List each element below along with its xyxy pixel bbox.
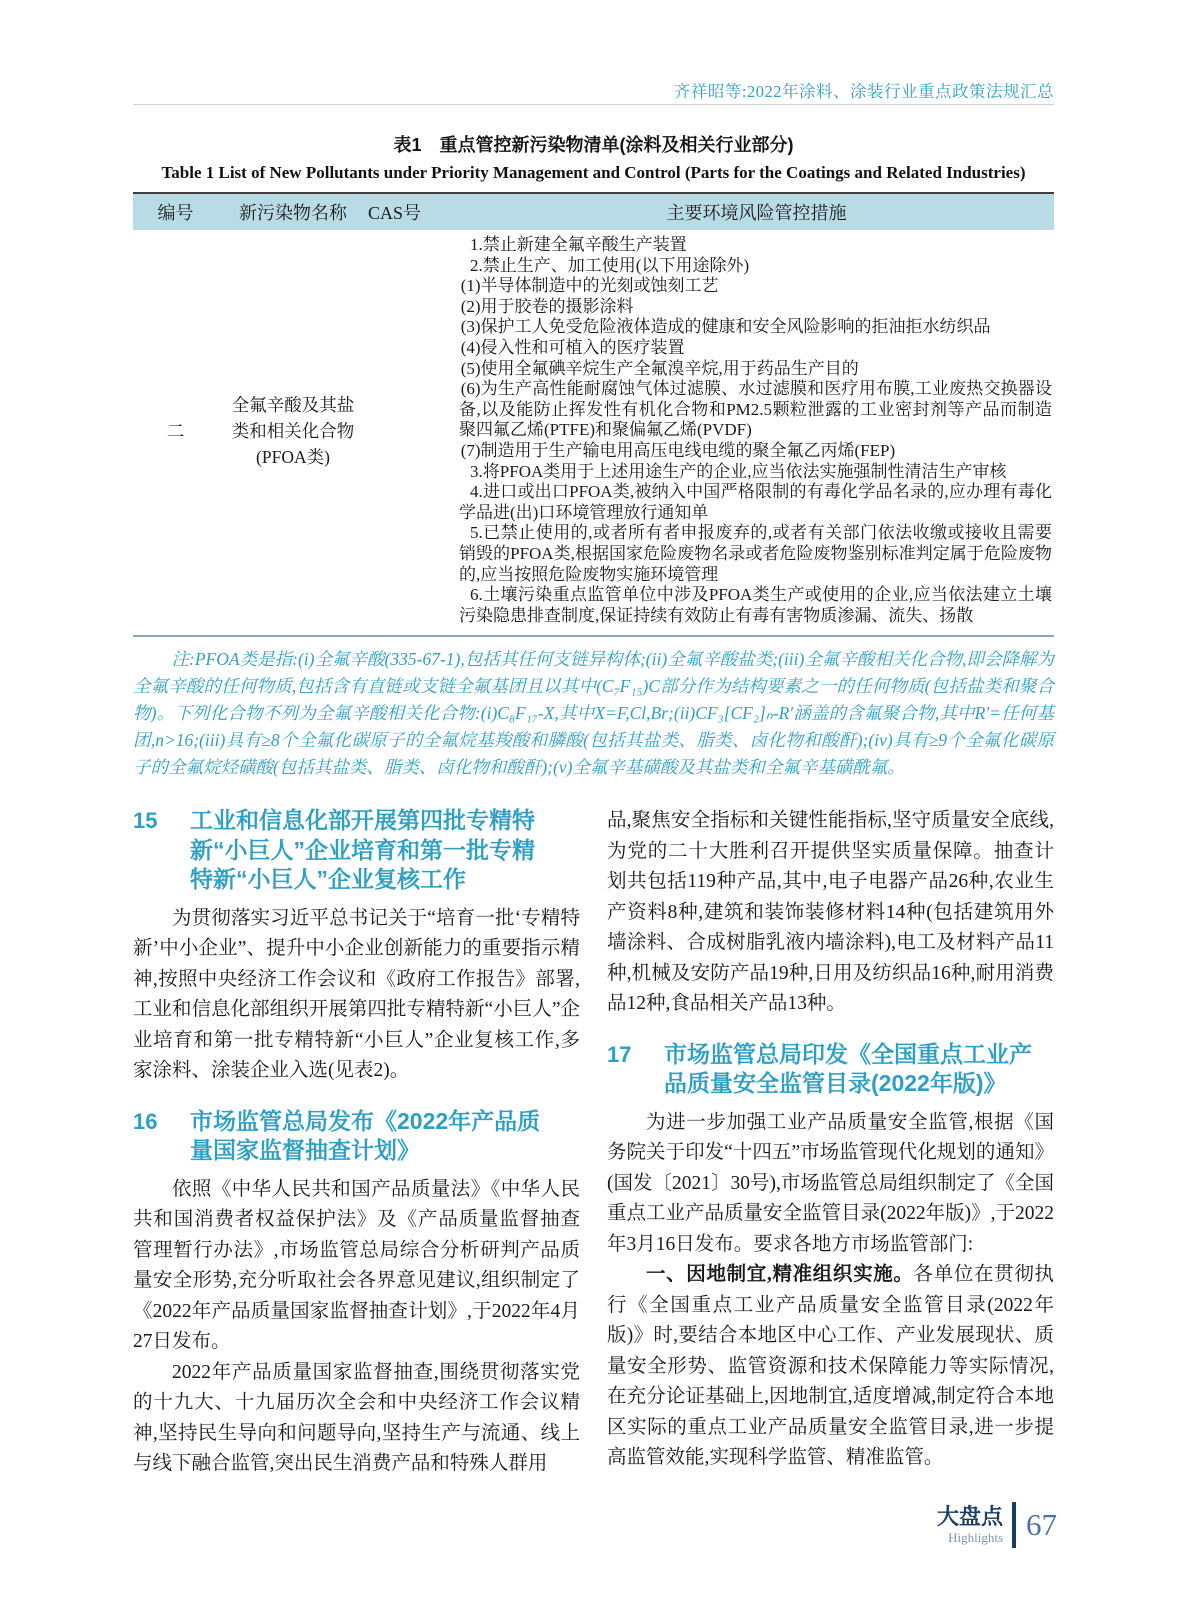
section-title-line: 工业和信息化部开展第四批专精特 xyxy=(190,807,535,833)
measure-item: (4)侵入性和可植入的医疗装置 xyxy=(460,337,685,357)
measure-item: (6)为生产高性能耐腐蚀气体过滤膜、水过滤膜和医疗用布膜,工业废热交换器设备,以及能防止挥发性有机化合物和PM2.5颗粒泄露的工业密封剂等产品而制造聚四氟乙烯(PTFE)和聚偏氟乙烯(PVDF) xyxy=(459,379,1052,440)
table-1-block xyxy=(133,131,1054,781)
pollutants-table xyxy=(133,192,1054,637)
measure-item: (1)半导体制造中的光刻或蚀刻工艺 xyxy=(460,276,719,296)
table-note: 注:PFOA类是指:(i)全氟辛酸(335-67-1),包括其任何支链异构体;(ii)全氟辛酸盐类;(iii)全氟辛酸相关化合物,即会降解为全氟辛酸的任何物质,包括含有直链或支链全氟基团且以其中(C₇F₁₅)C部分作为结构要素之一的任何物质(包括盐类和聚合物)。下列化合物不列为全氟辛酸相关化合物:(i)C₈F₁₇-X,其中X=F,Cl,Br;(ii)CF₃[CF₂]ₙ-R′涵盖的含氟聚合物,其中R′=任何基团,n>16;(iii)具有≥8个全氟化碳原子的全氟烷基羧酸和膦酸(包括其盐类、脂类、卤化物和酸酐);(iv)具有≥9个全氟化碳原子的全氟烷烃磺酸(包括其盐类、脂类、卤化物和酸酐);(v)全氟辛基磺酸及其盐类和全氟辛基磺酰氟。 xyxy=(133,649,1054,778)
header-rule xyxy=(133,104,1054,105)
paragraph-text: 各单位在贯彻执行《全国重点工业产品质量安全监管目录(2022年版)》时,要结合本地区中心工作、产业发展现状、质量安全形势、监管资源和技术保障能力等实际情况,在充分论证基础上,因地制宜,适度增减,制定符合本地区实际的重点工业产品质量安全监管目录,进一步提高监管效能,实现科学监管、精准监管。 xyxy=(607,1264,1054,1468)
page-number: 67 xyxy=(1026,1507,1057,1542)
section-title-line: 品质量安全监管目录(2022年版)》 xyxy=(664,1070,1007,1096)
section-title-line: 特新“小巨人”企业复核工作 xyxy=(190,866,466,892)
measure-item: (3)保护工人免受危险液体造成的健康和安全风险影响的拒油拒水纺织品 xyxy=(460,317,991,337)
section-16-paragraph-2-left: 2022年产品质量国家监督抽查,围绕贯彻落实党的十九大、十九届历次全会和中央经济工作会议精神,坚持民生导向和问题导向,坚持生产与流通、线上与线下融合监管,突出民生消费产品和特殊人群用 xyxy=(133,1361,580,1474)
table-header-row xyxy=(133,194,1054,230)
footer-section-cn: 大盘点 xyxy=(936,1503,1003,1529)
section-title xyxy=(664,1040,1054,1099)
section-number: 17 xyxy=(607,1041,632,1067)
section-17-paragraph-1: 为进一步加强工业产品质量安全监管,根据《国务院关于印发“十四五”市场监管现代化规划的通知》(国发〔2021〕30号),市场监管总局组织制定了《全国重点工业产品质量安全监管目录(2022年版)》,于2022年3月16日发布。要求各地方市场监管部门: xyxy=(607,1111,1054,1255)
table-title-en: Table 1 List of New Pollutants under Priority Management and Control (Parts for the Coatings and Related Industries) xyxy=(161,163,1026,182)
section-15-paragraph: 为贯彻落实习近平总书记关于“培育一批‘专精特新’中小企业”、提升中小企业创新能力的重要指示精神,按照中央经济工作会议和《政府工作报告》部署,工业和信息化部组织开展第四批专精特新“小巨人”企业培育和第一批专精特新“小巨人”企业复核工作,多家涂料、涂装企业入选(见表2)。 xyxy=(133,907,580,1081)
section-17-heading xyxy=(607,1040,1054,1099)
pollutant-name-line: 全氟辛酸及其盐 xyxy=(231,394,355,415)
section-16-paragraph-1: 依照《中华人民共和国产品质量法》《中华人民共和国消费者权益保护法》及《产品质量监督抽查管理暂行办法》,市场监管总局综合分析研判产品质量安全形势,充分听取社会各界意见建议,组织制定了《2022年产品质量国家监督抽查计划》,于2022年4月27日发布。 xyxy=(133,1178,580,1352)
col-header-no: 编号 xyxy=(157,203,194,223)
article-columns xyxy=(133,806,1054,1480)
section-title-line: 量国家监督抽查计划》 xyxy=(190,1137,420,1163)
footer-section-en: Highlights xyxy=(948,1529,1003,1545)
section-title-line: 市场监管总局发布《2022年产品质 xyxy=(190,1107,541,1134)
section-title-line: 市场监管总局印发《全国重点工业产 xyxy=(664,1040,1032,1067)
measure-item: 3.将PFOA类用于上述用途生产的企业,应当依法实施强制性清洁生产审核 xyxy=(470,461,1007,481)
cell-no: 二 xyxy=(166,421,185,442)
footer-divider-bar xyxy=(1012,1502,1016,1548)
table-title-cn: 表1 重点管控新污染物清单(涂料及相关行业部分) xyxy=(393,135,794,155)
cell-measures xyxy=(459,235,1054,626)
running-head: 齐祥昭等:2022年涂料、涂装行业重点政策法规汇总 xyxy=(673,82,1054,101)
measure-item: (5)使用全氟碘辛烷生产全氟溴辛烷,用于药品生产目的 xyxy=(460,358,859,378)
measure-item: 6.土壤污染重点监管单位中涉及PFOA类生产或使用的企业,应当依法建立土壤污染隐患排查制度,保证持续有效防止有毒有害物质渗漏、流失、扬散 xyxy=(459,585,1052,625)
cell-pollutant-name xyxy=(218,235,368,626)
section-15-heading xyxy=(133,806,580,895)
section-title xyxy=(190,1107,580,1166)
paragraph-bold-lead: 一、因地制宜,精准组织实施。 xyxy=(646,1264,914,1285)
measure-item: 2.禁止生产、加工使用(以下用途除外) xyxy=(470,255,750,275)
section-16-heading xyxy=(133,1107,580,1166)
section-16-paragraph-2-continued: 品,聚焦安全指标和关键性能指标,坚守质量安全底线,为党的二十大胜利召开提供坚实质量保障。抽查计划共包括119种产品,其中,电子电器产品26种,农业生产资料8种,建筑和装饰装修材料14种(包括建筑用外墙涂料、合成树脂乳液内墙涂料),电工及材料产品11种,机械及安防产品19种,日用及纺织品16种,耐用消费品12种,食品相关产品13种。 xyxy=(607,810,1054,1014)
pollutant-name-line: (PFOA类) xyxy=(256,446,330,467)
measure-item: 1.禁止新建全氟辛酸生产装置 xyxy=(470,235,687,254)
section-number: 16 xyxy=(133,1108,158,1134)
col-header-cas: CAS号 xyxy=(368,203,422,223)
measure-item: 5.已禁止使用的,或者所有者申报废弃的,或者有关部门依法收缴或接收且需要销毁的PFOA类,根据国家危险废物名录或者危险废物鉴别标准判定属于危险废物的,应当按照危险废物实施环境管理 xyxy=(459,523,1052,584)
footer-section-label xyxy=(936,1503,1003,1545)
section-title-line: 新“小巨人”企业培育和第一批专精 xyxy=(190,836,535,863)
pollutant-name-line: 类和相关化合物 xyxy=(231,420,355,441)
section-17-paragraph-2 xyxy=(607,1260,1054,1474)
section-title xyxy=(190,806,580,895)
table-row xyxy=(133,230,1054,635)
measure-item: 4.进口或出口PFOA类,被纳入中国严格限制的有毒化学品名录的,应办理有毒化学品进(出)口环境管理放行通知单 xyxy=(459,482,1052,522)
col-header-name: 新污染物名称 xyxy=(239,203,347,223)
col-header-measures: 主要环境风险管控措施 xyxy=(666,203,847,223)
section-number: 15 xyxy=(133,808,158,833)
cell-cas xyxy=(368,235,459,626)
left-column xyxy=(133,806,580,1480)
page-footer xyxy=(937,1502,1057,1548)
measure-item: (7)制造用于生产输电用高压电线电缆的聚全氟乙丙烯(FEP) xyxy=(460,440,896,460)
right-column xyxy=(607,806,1054,1480)
measure-item: (2)用于胶卷的摄影涂料 xyxy=(460,296,634,316)
